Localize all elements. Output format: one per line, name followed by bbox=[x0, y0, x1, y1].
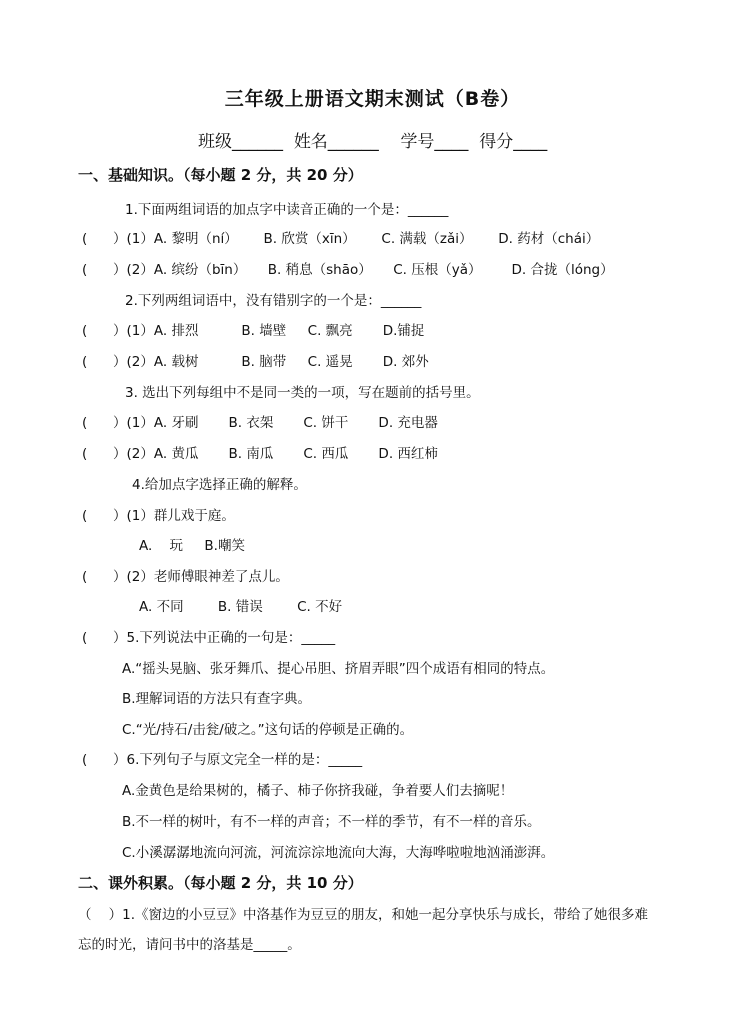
question-5-option-a: A.“摇头晃脑、张牙舞爪、提心吊胆、挤眉弄眼”四个成语有相同的特点。 bbox=[122, 661, 555, 677]
question-3-prompt: 3. 选出下列每组中不是同一类的一项，写在题前的括号里。 bbox=[125, 385, 480, 401]
question-6-option-a: A.金黄色是给果树的，橘子、柿子你挤我碰，争着要人们去摘呢！ bbox=[122, 783, 514, 799]
question-5-option-c: C.“光/持石/击瓮/破之。”这句话的停顿是正确的。 bbox=[122, 722, 414, 738]
student-info-row bbox=[198, 127, 547, 152]
question-4-sub-1-options: A. 玩 B.嘲笑 bbox=[139, 538, 245, 554]
question-1-option-2: ( ）(2）A. 缤纷（bīn） B. 稍息（shāo） C. 压根（yǎ） D. 合拢（lóng） bbox=[82, 262, 614, 278]
question-2-option-1: ( ）(1）A. 排烈 B. 墙壁 C. 飘亮 D.铺捉 bbox=[82, 323, 425, 339]
student-id-field: 学号____ bbox=[400, 132, 469, 152]
question-4-prompt: 4.给加点字选择正确的解释。 bbox=[132, 477, 307, 493]
question-6-option-c: C.小溪潺潺地流向河流，河流淙淙地流向大海，大海哗啦啦地汹涌澎湃。 bbox=[122, 845, 555, 861]
class-field: 班级______ bbox=[198, 132, 283, 152]
section-2-heading: 二、课外积累。（每小题 2 分，共 10 分） bbox=[78, 874, 363, 892]
question-2-prompt: 2.下列两组词语中，没有错别字的一个是：______ bbox=[125, 293, 422, 309]
question-1-prompt: 1.下面两组词语的加点字中读音正确的一个是：______ bbox=[125, 202, 449, 218]
question-3-option-2: ( ）(2）A. 黄瓜 B. 南瓜 C. 西瓜 D. 西红柿 bbox=[82, 446, 438, 462]
score-field: 得分____ bbox=[479, 132, 548, 152]
question-6-option-b: B.不一样的树叶，有不一样的声音；不一样的季节，有不一样的音乐。 bbox=[122, 814, 541, 830]
section-2-question-1-line-1: （ ）1.《窗边的小豆豆》中洛基作为豆豆的朋友，和她一起分享快乐与成长，带给了她很多难 bbox=[78, 907, 649, 923]
section-2-question-1-line-2: 忘的时光，请问书中的洛基是_____。 bbox=[78, 937, 301, 953]
question-5-prompt: ( ）5.下列说法中正确的一句是：_____ bbox=[82, 630, 336, 646]
name-field: 姓名______ bbox=[293, 132, 379, 152]
question-3-option-1: ( ）(1）A. 牙刷 B. 衣架 C. 饼干 D. 充电器 bbox=[82, 415, 438, 431]
question-4-sub-1: ( ）(1）群儿戏于庭。 bbox=[82, 508, 235, 524]
question-6-prompt: ( ）6.下列句子与原文完全一样的是：_____ bbox=[82, 752, 363, 768]
question-1-option-1: ( ）(1）A. 黎明（ní） B. 欣赏（xīn） C. 满载（zǎi） D. 药材（chái） bbox=[82, 231, 600, 247]
question-2-option-2: ( ）(2）A. 载树 B. 脑带 C. 遥晃 D. 郊外 bbox=[82, 354, 429, 370]
question-5-option-b: B.理解词语的方法只有查字典。 bbox=[122, 691, 312, 707]
section-1-heading: 一、基础知识。（每小题 2 分，共 20 分） bbox=[78, 166, 363, 184]
question-4-sub-2-options: A. 不同 B. 错误 C. 不好 bbox=[139, 599, 343, 615]
page-title: 三年级上册语文期末测试（B卷） bbox=[224, 88, 521, 110]
question-4-sub-2: ( ）(2）老师傅眼神差了点儿。 bbox=[82, 569, 289, 585]
